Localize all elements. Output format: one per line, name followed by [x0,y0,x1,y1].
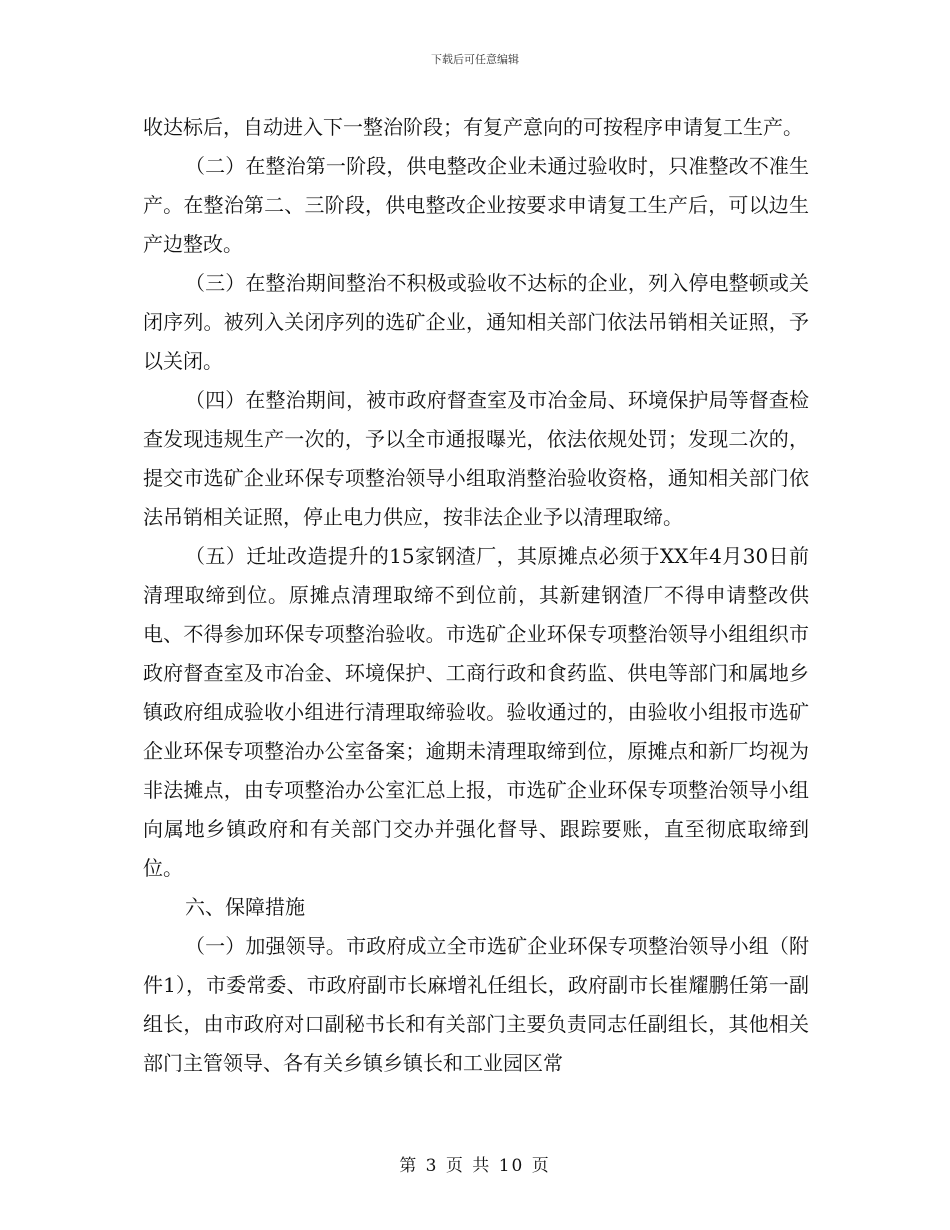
section-heading: 六、保障措施 [185,895,305,919]
page-footer: 第 3 页 共 10 页 [399,1156,551,1176]
paragraph-item-4: （四）在整治期间，被市政府督查室及市冶金局、环境保护局等督查检查发现违规生产一次的，予以全市通报曝光，依法依规处罚；发现二次的，提交市选矿企业环保专项整治领导小组取消整治验收资格，通知相关部门依法吊销相关证照，停止电力供应，按非法企业予以清理取缔。 [143,388,809,529]
paragraph-item-2: （二）在整治第一阶段，供电整改企业未通过验收时，只准整改不准生产。在整治第二、三阶段，供电整改企业按要求申请复工生产后，可以边生产边整改。 [143,154,809,256]
paragraph-continuation: 收达标后，自动进入下一整治阶段；有复产意向的可按程序申请复工生产。 [143,115,803,139]
page-header: 下载后可任意编辑 [431,53,519,66]
paragraph-item-3: （三）在整治期间整治不积极或验收不达标的企业，列入停电整顿或关闭序列。被列入关闭序列的选矿企业，通知相关部门依法吊销相关证照，予以关闭。 [143,271,809,373]
paragraph-item-5: （五）迁址改造提升的15家钢渣厂，其原摊点必须于XX年4月30日前清理取缔到位。原摊点清理取缔不到位前，其新建钢渣厂不得申请整改供电、不得参加环保专项整治验收。市选矿企业环保专项整治领导小组组织市政府督查室及市冶金、环境保护、工商行政和食药监、供电等部门和属地乡镇政府组成验收小组进行清理取缔验收。验收通过的，由验收小组报市选矿企业环保专项整治办公室备案；逾期未清理取缔到位，原摊点和新厂均视为非法摊点，由专项整治办公室汇总上报，市选矿企业环保专项整治领导小组向属地乡镇政府和有关部门交办并强化督导、跟踪要账，直至彻底取缔到位。 [143,544,809,880]
document-body [143,108,809,1083]
paragraph-section-6-item-1: （一）加强领导。市政府成立全市选矿企业环保专项整治领导小组（附件1），市委常委、市政府副市长麻增礼任组长，政府副市长崔耀鹏任第一副组长，由市政府对口副秘书长和有关部门主要负责同志任副组长，其他相关部门主管领导、各有关乡镇乡镇长和工业园区常 [143,934,809,1075]
